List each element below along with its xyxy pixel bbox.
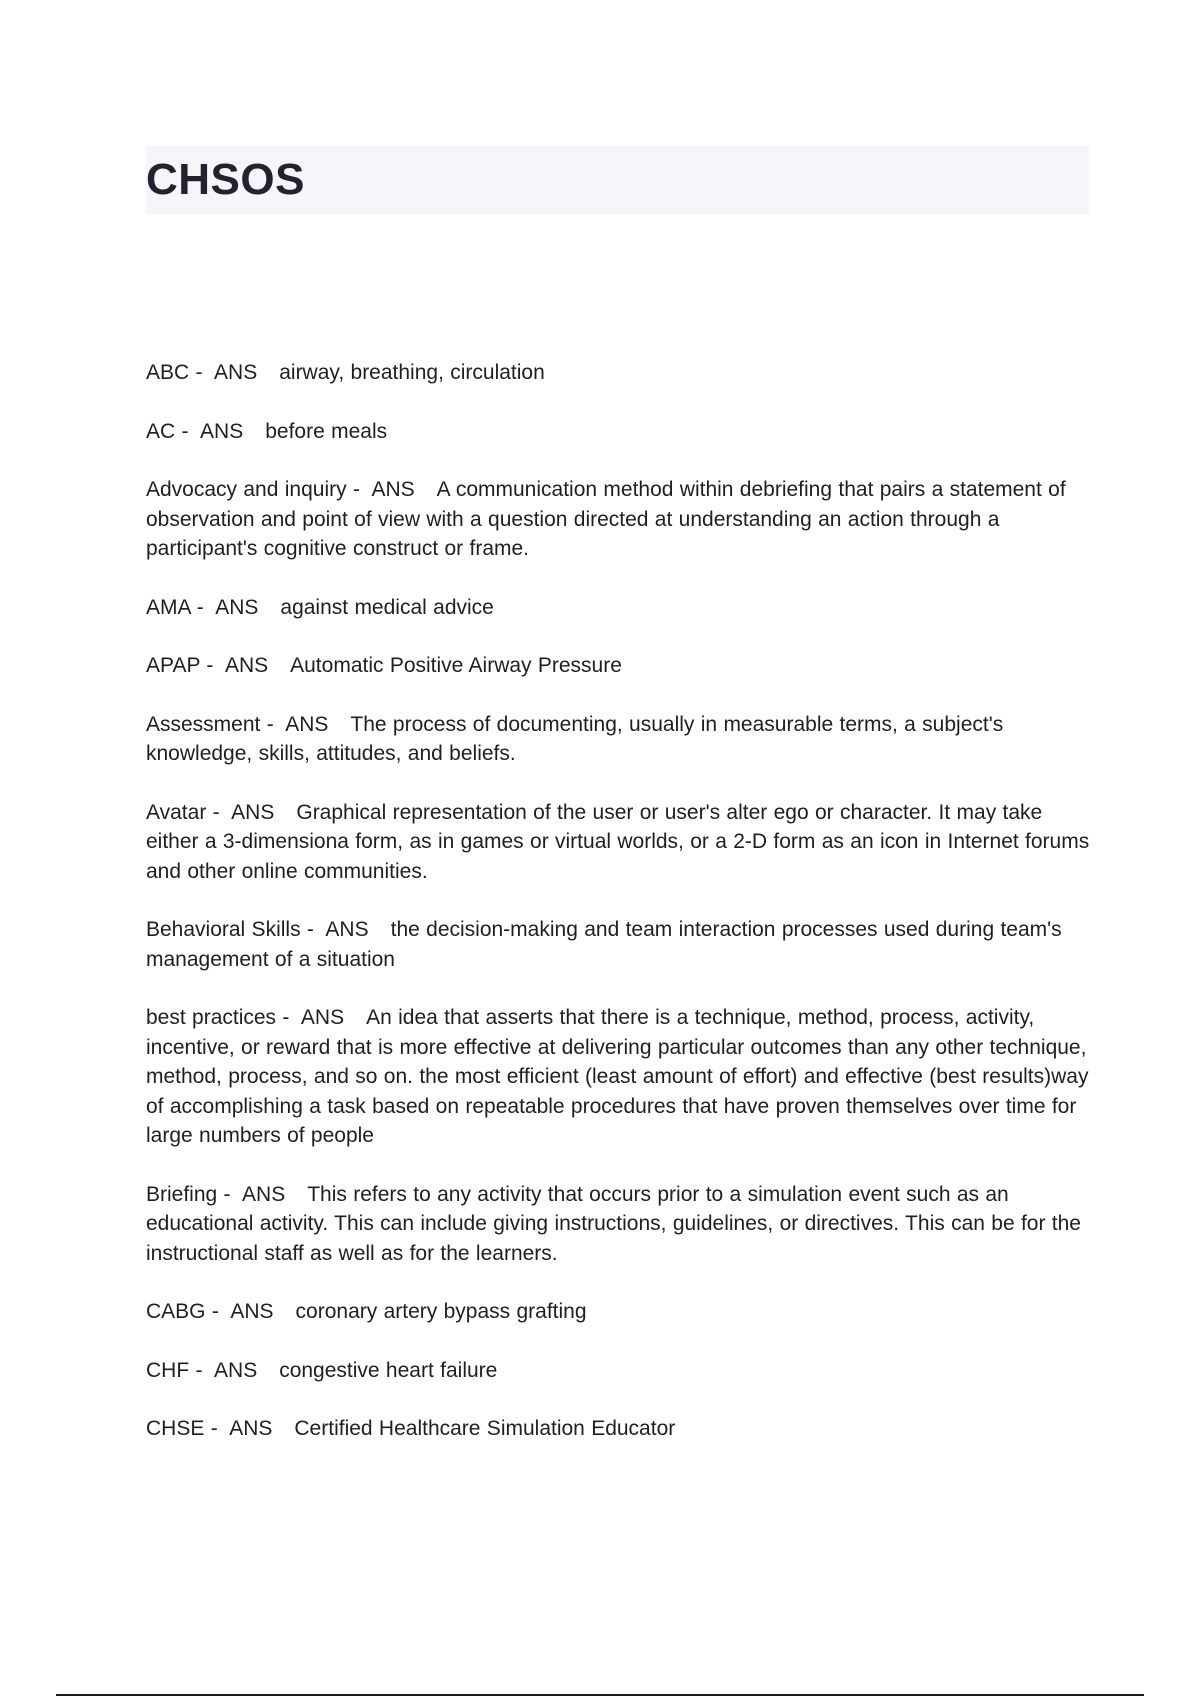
entry-separator: - [206,800,232,824]
glossary-entry [146,710,1091,769]
entry-definition: the decision-making and team interaction processes used during team's management of a situation [146,918,1062,971]
glossary-entry [146,475,1091,564]
glossary-entry [146,1003,1091,1151]
entry-term: Assessment [146,712,261,736]
entry-definition: against medical advice [280,595,494,619]
entry-separator: - [200,654,225,677]
glossary-entry [146,1414,1091,1444]
entry-term: Avatar [146,800,207,824]
entry-definition: before meals [265,419,388,443]
entry-separator: - [189,1358,215,1382]
entry-definition: An idea that asserts that there is a technique, method, process, activity, incentive, or reward that is more effective at delivering particular outcomes than any other technique, method, process, and so on. the most efficient (least amount of effort) and effective (best results)way of accomplishing a task based on repeatable procedures that have proven themselves over time for large numbers of people [146,1006,1089,1147]
entry-ans-label: ANS [229,1417,273,1440]
glossary-entry [146,1297,1091,1327]
entry-ans-label: ANS [214,1358,258,1382]
entry-definition: coronary artery bypass grafting [295,1300,587,1323]
entry-term: AMA [146,595,191,619]
entry-ans-label: ANS [200,419,244,443]
entry-term: CHSE [146,1417,205,1440]
entry-definition: Certified Healthcare Simulation Educator [294,1417,676,1440]
entry-ans-label: ANS [371,478,415,501]
entry-definition: The process of documenting, usually in measurable terms, a subject's knowledge, skills, attitudes, and beliefs. [146,712,1004,765]
entry-term: CABG [146,1300,206,1323]
entry-ans-label: ANS [285,712,329,736]
footer-divider [56,1694,1144,1696]
entry-ans-label: ANS [214,361,258,384]
glossary-entry [146,915,1091,974]
entry-ans-label: ANS [300,1006,345,1029]
entry-ans-label: ANS [242,1182,286,1206]
glossary-entry [146,798,1091,887]
entry-term: ABC [146,361,190,384]
entry-term: APAP [146,654,201,677]
entry-separator: - [276,1006,301,1029]
page-title: CHSOS [146,155,305,204]
entry-ans-label: ANS [215,595,259,619]
entry-ans-label: ANS [224,654,269,677]
entry-separator: - [217,1182,243,1206]
entry-term: Behavioral Skills [146,918,301,941]
entry-term: AC [146,419,176,443]
entry-ans-label: ANS [325,918,369,941]
entry-separator: - [175,419,201,443]
title-banner [146,146,1089,214]
entry-separator: - [205,1300,231,1323]
entry-definition: A communication method within debriefing that pairs a statement of observation and point of view with a question directed at understanding an action through a participant's cognitive construct or frame. [146,478,1066,560]
entry-separator: - [190,595,216,619]
entry-definition: Automatic Positive Airway Pressure [290,654,622,677]
entry-separator: - [189,361,215,384]
glossary-entry [146,651,1091,681]
entry-term: Briefing [146,1182,218,1206]
entry-term: best practices [146,1006,277,1029]
glossary-entry [146,358,1091,388]
entry-separator: - [260,712,286,736]
entry-definition: congestive heart failure [279,1358,498,1382]
entry-term: CHF [146,1358,190,1382]
entry-ans-label: ANS [230,1300,274,1323]
entry-definition: This refers to any activity that occurs prior to a simulation event such as an educational activity. This can include giving instructions, guidelines, or directives. This can be for the instructional staff as well as for the learners. [146,1182,1081,1265]
entry-ans-label: ANS [231,800,275,824]
glossary-entry [146,1180,1091,1269]
entry-separator: - [204,1417,230,1440]
entry-term: Advocacy and inquiry [146,478,347,501]
glossary-entry [146,593,1091,623]
entry-definition: Graphical representation of the user or user's alter ego or character. It may take either a 3-dimensiona form, as in games or virtual worlds, or a 2-D form as an icon in Internet forums and other online communities. [146,800,1090,883]
entry-separator: - [300,918,326,941]
entry-definition: airway, breathing, circulation [279,361,545,384]
glossary-list [146,358,1091,1473]
glossary-entry [146,1356,1091,1386]
entry-separator: - [346,478,372,501]
glossary-entry [146,417,1091,447]
